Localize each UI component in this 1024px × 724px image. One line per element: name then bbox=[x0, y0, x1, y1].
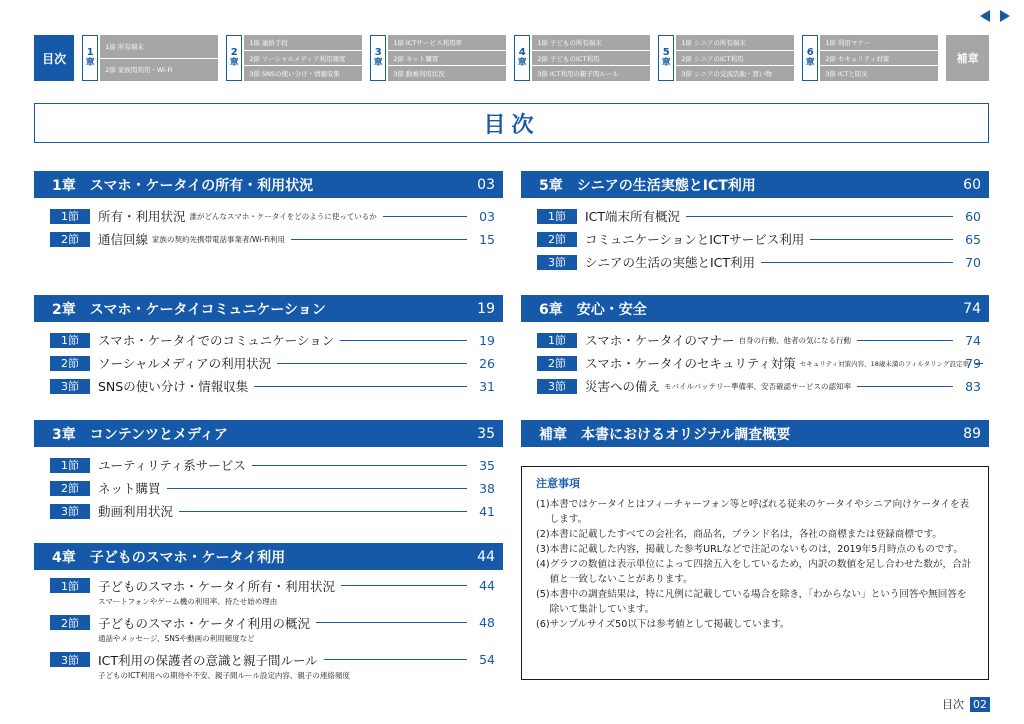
section-line bbox=[98, 578, 473, 593]
section-note: 自身の行動、他者の気になる行動 bbox=[738, 335, 852, 345]
leader-line bbox=[324, 659, 467, 660]
nav-chapter-2-sections bbox=[244, 35, 362, 81]
toc-section[interactable] bbox=[521, 353, 989, 373]
section-title: ネット購買 bbox=[98, 481, 161, 496]
nav-chapter-1-sections bbox=[100, 35, 218, 81]
note-text: グラフの数値は表示単位によって四捨五入をしているため，内訳の数値を足し合わせた数が，合計値と一致しないことがあります。 bbox=[549, 559, 972, 585]
note-number: (1) bbox=[536, 499, 550, 510]
nav-chapter-3-sections bbox=[388, 35, 506, 81]
section-line bbox=[98, 504, 473, 519]
section-list bbox=[34, 578, 503, 683]
note-number: (2) bbox=[536, 529, 550, 540]
nav-chapter-kanji: 章 bbox=[517, 58, 527, 69]
nav-chapter-2 bbox=[226, 35, 362, 81]
section-body bbox=[98, 504, 473, 519]
chapter-title: 2章 スマホ・ケータイコミュニケーション bbox=[52, 301, 326, 318]
leader-line bbox=[341, 585, 467, 586]
toc-section[interactable] bbox=[521, 330, 989, 350]
notes-box bbox=[521, 466, 989, 680]
leader-line bbox=[277, 363, 467, 364]
toc-chapter-1 bbox=[34, 171, 503, 252]
section-badge: 2節 bbox=[50, 481, 90, 496]
note-item bbox=[536, 557, 976, 587]
page-nav-arrows bbox=[980, 10, 1010, 22]
page-footer bbox=[942, 696, 990, 712]
note-text: 本書に記載したすべての会社名，商品名，ブランド名は，各社の商標または登録商標です。 bbox=[549, 529, 942, 540]
section-list bbox=[34, 330, 503, 396]
note-text: 本書ではケータイとはフィーチャーフォン等と呼ばれる従来のケータイやシニア向けケータイを表します。 bbox=[549, 499, 970, 525]
note-number: (6) bbox=[536, 619, 550, 630]
nav-chapter-kanji: 章 bbox=[805, 58, 815, 69]
section-note: モバイルバッテリー準備率、安否確認サービスの認知率 bbox=[664, 381, 851, 391]
note-item bbox=[536, 527, 976, 542]
section-note: 家族の契約先携帯電話事業者/Wi-Fi利用 bbox=[152, 234, 285, 244]
chapter-header[interactable] bbox=[521, 295, 989, 322]
section-title: ICT端末所有概況 bbox=[585, 209, 681, 224]
toc-section[interactable] bbox=[34, 615, 503, 646]
nav-section-item[interactable]: 1節 ICTサービス利用率 bbox=[388, 35, 506, 50]
section-body bbox=[98, 356, 473, 371]
nav-chapter-4 bbox=[514, 35, 650, 81]
nav-chapter-2-number[interactable] bbox=[226, 35, 242, 81]
nav-section-item[interactable]: 2節 ソーシャルメディア利用頻度 bbox=[244, 51, 362, 66]
chapter-page: 89 bbox=[963, 425, 981, 442]
section-page: 60 bbox=[965, 208, 981, 224]
nav-chapter-1-number[interactable] bbox=[82, 35, 98, 81]
nav-chapter-kanji: 章 bbox=[229, 58, 239, 69]
chapter-page: 19 bbox=[477, 300, 495, 317]
section-line bbox=[98, 458, 473, 473]
toc-chapter-3 bbox=[34, 420, 503, 524]
section-title: ICT利用の保護者の意識と親子間ルール bbox=[98, 652, 318, 668]
section-page: 44 bbox=[479, 578, 495, 593]
chapter-navigation bbox=[34, 35, 989, 81]
toc-section[interactable] bbox=[34, 578, 503, 609]
section-title: 動画利用状況 bbox=[98, 504, 174, 519]
leader-line bbox=[383, 216, 467, 217]
toc-section[interactable] bbox=[34, 229, 503, 249]
section-title: コミュニケーションとICTサービス利用 bbox=[585, 232, 805, 247]
section-body bbox=[98, 481, 473, 496]
nav-section-item[interactable]: 2節 家族間利用・Wi-Fi bbox=[100, 59, 218, 82]
section-title: スマホ・ケータイのセキュリティ対策 bbox=[585, 356, 796, 371]
leader-line bbox=[340, 340, 467, 341]
section-line bbox=[585, 255, 959, 270]
nav-section-item[interactable]: 2節 子どものICT利用 bbox=[532, 51, 650, 66]
section-list bbox=[521, 206, 989, 272]
nav-chapter-6-sections bbox=[820, 35, 938, 81]
nav-chapter-3-number[interactable] bbox=[370, 35, 386, 81]
note-item bbox=[536, 497, 976, 527]
leader-line bbox=[686, 216, 953, 217]
chapter-title: 3章 コンテンツとメディア bbox=[52, 426, 228, 443]
nav-chapter-3 bbox=[370, 35, 506, 81]
section-body bbox=[98, 209, 473, 224]
section-badge: 3節 bbox=[50, 652, 90, 667]
chapter-title: 補章 本書におけるオリジナル調査概要 bbox=[539, 426, 791, 443]
section-badge: 2節 bbox=[50, 232, 90, 247]
toc-section[interactable] bbox=[34, 501, 503, 521]
chapter-header[interactable] bbox=[521, 420, 989, 447]
section-body bbox=[98, 652, 473, 681]
section-badge: 2節 bbox=[50, 615, 90, 630]
section-subtitle: 通話やメッセージ、SNSや動画の利用頻度など bbox=[98, 634, 255, 643]
footer-page-number: 02 bbox=[970, 697, 990, 712]
note-text: 本書中の調査結果は，特に凡例に記載している場合を除き，「わからない」という回答や無回答を除いて集計しています。 bbox=[549, 589, 967, 615]
leader-line bbox=[857, 386, 953, 387]
section-title: 子どものスマホ・ケータイ利用の概況 bbox=[98, 615, 311, 631]
chapter-title: 6章 安心・安全 bbox=[539, 301, 647, 318]
section-body bbox=[98, 615, 473, 644]
section-title: 通信回線 bbox=[98, 232, 149, 247]
note-number: (4) bbox=[536, 559, 550, 570]
prev-page-arrow-icon[interactable] bbox=[980, 10, 990, 22]
section-page: 19 bbox=[479, 332, 495, 348]
leader-line bbox=[316, 622, 467, 623]
section-line bbox=[585, 333, 959, 348]
section-subtitle: 子どものICT利用への期待や不安、親子間ルール設定内容、親子の連絡頻度 bbox=[98, 671, 350, 680]
toc-section[interactable] bbox=[34, 652, 503, 683]
nav-chapter-6-number[interactable] bbox=[802, 35, 818, 81]
section-line bbox=[98, 615, 473, 630]
section-title: スマホ・ケータイのマナー bbox=[585, 333, 735, 348]
section-line bbox=[585, 379, 959, 394]
section-list bbox=[34, 455, 503, 521]
leader-line bbox=[252, 465, 467, 466]
leader-line bbox=[254, 386, 467, 387]
section-note: セキュリティ対策内容、18歳未満のフィルタリング設定率 bbox=[799, 359, 969, 368]
section-body bbox=[585, 356, 969, 371]
toc-section[interactable] bbox=[34, 206, 503, 226]
nav-chapter-num: 6 bbox=[806, 46, 814, 58]
nav-section-item[interactable]: 3節 ICT利用の親子間ルール bbox=[532, 66, 650, 81]
section-line bbox=[585, 209, 959, 224]
toc-section[interactable] bbox=[521, 229, 989, 249]
chapter-header[interactable] bbox=[34, 295, 503, 322]
toc-section[interactable] bbox=[521, 376, 989, 396]
chapter-header[interactable] bbox=[521, 171, 989, 198]
section-body bbox=[98, 333, 473, 348]
toc-section[interactable] bbox=[521, 252, 989, 272]
nav-chapter-5-sections bbox=[676, 35, 794, 81]
section-list bbox=[34, 206, 503, 249]
section-title: スマホ・ケータイでのコミュニケーション bbox=[98, 333, 335, 348]
nav-section-item[interactable]: 2節 シニアのICT利用 bbox=[676, 51, 794, 66]
section-page: 31 bbox=[479, 378, 495, 394]
section-title: 所有・利用状況 bbox=[98, 209, 186, 224]
section-page: 54 bbox=[479, 652, 495, 667]
nav-chapter-1 bbox=[82, 35, 218, 81]
note-item bbox=[536, 617, 976, 632]
nav-section-item[interactable]: 3節 動画利用状況 bbox=[388, 66, 506, 81]
nav-section-item[interactable]: 1節 子どもの所有端末 bbox=[532, 35, 650, 50]
section-line bbox=[98, 232, 473, 247]
nav-chapter-num: 2 bbox=[230, 46, 238, 58]
section-badge: 1節 bbox=[50, 209, 90, 224]
section-body bbox=[585, 255, 959, 270]
toc-section[interactable] bbox=[521, 206, 989, 226]
section-title: シニアの生活の実態とICT利用 bbox=[585, 255, 756, 270]
chapter-page: 35 bbox=[477, 425, 495, 442]
chapter-title: 1章 スマホ・ケータイの所有・利用状況 bbox=[52, 177, 314, 194]
nav-section-item[interactable]: 3節 ICTと防災 bbox=[820, 66, 938, 81]
section-page: 79 bbox=[965, 355, 981, 371]
toc-section[interactable] bbox=[34, 455, 503, 475]
section-title: 災害への備え bbox=[585, 379, 661, 394]
nav-chapter-6 bbox=[802, 35, 938, 81]
chapter-title: 5章 シニアの生活実態とICT利用 bbox=[539, 177, 756, 194]
toc-chapter-4 bbox=[34, 543, 503, 689]
chapter-header[interactable] bbox=[34, 171, 503, 198]
toc-chapter-6 bbox=[521, 295, 989, 399]
section-line bbox=[585, 356, 969, 371]
next-page-arrow-icon[interactable] bbox=[1000, 10, 1010, 22]
chapter-page: 74 bbox=[963, 300, 981, 317]
section-line bbox=[98, 209, 473, 224]
notes-title: 注意事項 bbox=[536, 477, 580, 490]
section-badge: 2節 bbox=[537, 356, 577, 371]
section-badge: 3節 bbox=[50, 379, 90, 394]
toc-section[interactable] bbox=[34, 330, 503, 350]
section-page: 74 bbox=[965, 332, 981, 348]
toc-section[interactable] bbox=[34, 478, 503, 498]
section-badge: 1節 bbox=[537, 333, 577, 348]
section-line bbox=[585, 232, 959, 247]
section-line bbox=[98, 356, 473, 371]
nav-chapter-kanji: 章 bbox=[373, 58, 383, 69]
section-badge: 3節 bbox=[537, 255, 577, 270]
section-badge: 1節 bbox=[50, 333, 90, 348]
section-line bbox=[98, 333, 473, 348]
nav-chapter-kanji: 章 bbox=[85, 58, 95, 69]
section-badge: 2節 bbox=[537, 232, 577, 247]
leader-line bbox=[857, 340, 953, 341]
section-line bbox=[98, 379, 473, 394]
chapter-header[interactable] bbox=[34, 420, 503, 447]
nav-section-item[interactable]: 2節 セキュリティ対策 bbox=[820, 51, 938, 66]
chapter-header[interactable] bbox=[34, 543, 503, 570]
section-page: 15 bbox=[479, 231, 495, 247]
nav-chapter-4-sections bbox=[532, 35, 650, 81]
section-title: SNSの使い分け・情報収集 bbox=[98, 379, 249, 394]
section-page: 38 bbox=[479, 480, 495, 496]
nav-chapter-num: 1 bbox=[86, 46, 94, 58]
appendix-tab[interactable]: 補章 bbox=[946, 35, 989, 81]
section-page: 03 bbox=[479, 208, 495, 224]
section-body bbox=[98, 458, 473, 473]
chapter-page: 60 bbox=[963, 176, 981, 193]
nav-chapter-num: 3 bbox=[374, 46, 382, 58]
section-page: 70 bbox=[965, 254, 981, 270]
nav-chapter-4-number[interactable] bbox=[514, 35, 530, 81]
section-page: 26 bbox=[479, 355, 495, 371]
footer-label: 目次 bbox=[942, 698, 964, 711]
section-badge: 1節 bbox=[50, 578, 90, 593]
section-badge: 1節 bbox=[50, 458, 90, 473]
nav-section-item[interactable]: 1節 利用マナー bbox=[820, 35, 938, 50]
section-page: 35 bbox=[479, 457, 495, 473]
toc-chapter-5 bbox=[521, 171, 989, 275]
section-badge: 1節 bbox=[537, 209, 577, 224]
section-body bbox=[585, 379, 959, 394]
nav-section-item[interactable]: 3節 SNSの使い分け・情報収集 bbox=[244, 66, 362, 81]
section-body bbox=[585, 209, 959, 224]
section-title: ユーティリティ系サービス bbox=[98, 458, 246, 473]
toc-section[interactable] bbox=[34, 376, 503, 396]
section-badge: 2節 bbox=[50, 356, 90, 371]
nav-section-item[interactable]: 3節 シニアの交流活動・買い物 bbox=[676, 66, 794, 81]
toc-section[interactable] bbox=[34, 353, 503, 373]
nav-section-item[interactable]: 1節 所有端末 bbox=[100, 35, 218, 58]
nav-section-item[interactable]: 1節 連絡手段 bbox=[244, 35, 362, 50]
leader-line bbox=[179, 511, 467, 512]
chapter-page: 44 bbox=[477, 548, 495, 565]
note-text: サンプルサイズ50以下は参考値として掲載しています。 bbox=[549, 619, 790, 630]
section-badge: 3節 bbox=[537, 379, 577, 394]
page-title: 目次 bbox=[483, 112, 540, 138]
leader-line bbox=[167, 488, 467, 489]
chapter-page: 03 bbox=[477, 176, 495, 193]
note-number: (3) bbox=[536, 544, 550, 555]
section-title: 子どものスマホ・ケータイ所有・利用状況 bbox=[98, 578, 336, 594]
note-item bbox=[536, 587, 976, 617]
section-body bbox=[98, 578, 473, 607]
note-number: (5) bbox=[536, 589, 550, 600]
section-list bbox=[521, 330, 989, 396]
nav-chapter-num: 5 bbox=[662, 46, 670, 58]
leader-line bbox=[810, 239, 953, 240]
section-body bbox=[585, 333, 959, 348]
section-subtitle: スマートフォンやゲーム機の利用率、持たせ始め理由 bbox=[98, 597, 278, 606]
section-line bbox=[98, 652, 473, 667]
nav-chapter-5-number[interactable] bbox=[658, 35, 674, 81]
section-title: ソーシャルメディアの利用状況 bbox=[98, 356, 272, 371]
leader-line bbox=[761, 262, 953, 263]
nav-chapter-num: 4 bbox=[518, 46, 526, 58]
nav-chapter-5 bbox=[658, 35, 794, 81]
section-note: 誰がどんなスマホ・ケータイをどのように使っているか bbox=[189, 211, 377, 221]
nav-chapter-kanji: 章 bbox=[661, 58, 671, 69]
toc-appendix bbox=[521, 420, 989, 447]
page-title-box bbox=[34, 103, 989, 143]
section-line bbox=[98, 481, 473, 496]
section-body bbox=[98, 232, 473, 247]
section-page: 48 bbox=[479, 615, 495, 630]
chapter-title: 4章 子どものスマホ・ケータイ利用 bbox=[52, 549, 286, 566]
nav-section-item[interactable]: 2節 ネット購買 bbox=[388, 51, 506, 66]
toc-chapter-2 bbox=[34, 295, 503, 399]
note-text: 本書に記載した内容，掲載した参考URLなどで注記のないものは，2019年5月時点のものです。 bbox=[549, 544, 963, 555]
leader-line bbox=[291, 239, 467, 240]
nav-section-item[interactable]: 1節 シニアの所有端末 bbox=[676, 35, 794, 50]
section-body bbox=[98, 379, 473, 394]
section-page: 83 bbox=[965, 378, 981, 394]
section-badge: 3節 bbox=[50, 504, 90, 519]
toc-tab[interactable]: 目次 bbox=[34, 35, 74, 81]
note-item bbox=[536, 542, 976, 557]
section-body bbox=[585, 232, 959, 247]
section-page: 41 bbox=[479, 503, 495, 519]
section-page: 65 bbox=[965, 231, 981, 247]
